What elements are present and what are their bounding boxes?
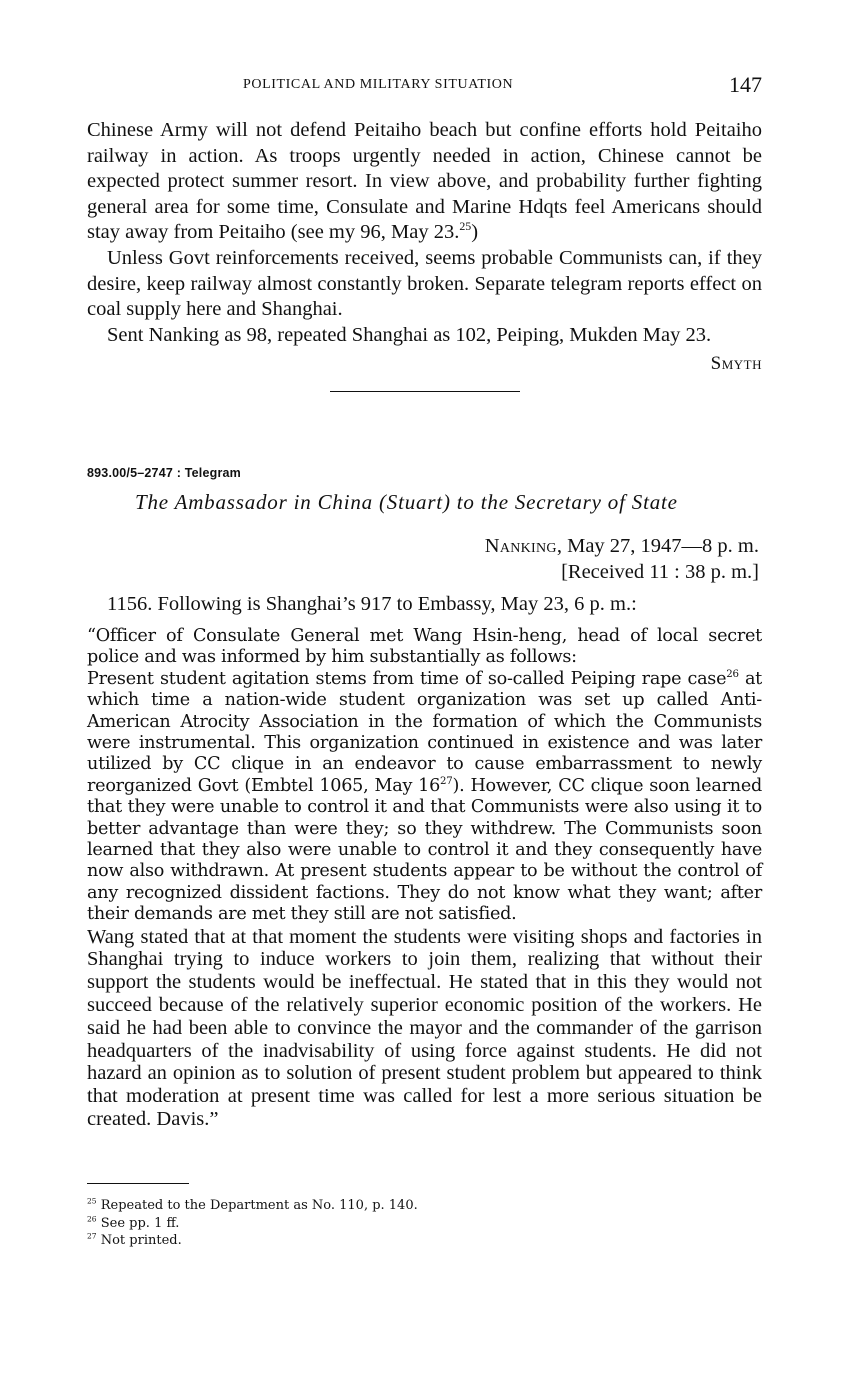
paragraph-text: ). However, CC clique soon learned that they were unable to control it and that Communists were also using it to better advantage than were they; so they withdrew. The Communists soon learned that they also were unable to control it and they consequently have now also withdrawn. At present students appear to be without the control of any recognized dissident factions. They do not know what they want; after their demands are met they still are not satisfied. xyxy=(87,775,762,925)
footnote-divider xyxy=(87,1183,189,1184)
dateline xyxy=(485,534,759,585)
footnote xyxy=(87,1215,418,1233)
date: , May 27, 1947—8 p. m. xyxy=(556,535,759,557)
footnote-ref: 27 xyxy=(440,775,453,787)
file-reference: 893.00/5–2747 : Telegram xyxy=(87,466,241,480)
received-time: [Received 11 : 38 p. m.] xyxy=(561,560,759,583)
footnote-text: Repeated to the Department as No. 110, p. 140. xyxy=(100,1198,418,1213)
footnote-number: 25 xyxy=(87,1196,97,1206)
paragraph: Sent Nanking as 98, repeated Shanghai as 102, Peiping, Mukden May 23. xyxy=(107,323,712,346)
paragraph xyxy=(87,118,762,246)
footnote-ref: 26 xyxy=(726,668,739,680)
message-paragraph: “Officer of Consulate General met Wang Hsin-heng, head of local secret police and was informed by him substantially as follows: xyxy=(87,626,762,668)
paragraph-text: ) xyxy=(471,221,479,244)
footnote-number: 26 xyxy=(87,1214,97,1224)
running-title: POLITICAL AND MILITARY SITUATION xyxy=(243,77,514,92)
footnote-text: See pp. 1 ff. xyxy=(100,1215,180,1231)
message-paragraph: Wang stated that at that moment the students were visiting shops and factories in Shanghai trying to induce workers to join them, realizing that without their support the students would be ineffectual. He stated that in this they would not succeed because of the relatively superior economic position of the workers. He said he had been able to convince the mayor and the commander of the garrison headquarters of the inadvisability of using force against students. He did not hazard an opinion as to solution of present student problem but appeared to think that moderation at present time was called for lest a more serious situation be created. Davis.” xyxy=(87,925,762,1131)
paragraph-text: Present student agitation stems from time of so-called Peiping rape case xyxy=(87,668,727,689)
page-number: 147 xyxy=(729,72,762,97)
quoted-message xyxy=(87,626,762,1131)
document-title: The Ambassador in China (Stuart) to the Secretary of State xyxy=(135,490,678,514)
place: Nanking xyxy=(484,535,557,557)
footnotes xyxy=(87,1197,418,1250)
footnote-ref: 25 xyxy=(459,219,472,234)
footnote-text: Not printed. xyxy=(100,1233,182,1248)
paragraph: Unless Govt reinforcements received, seems probable Communists can, if they desire, keep railway almost constantly broken. Separate telegram reports effect on coal supply here and Shanghai. xyxy=(87,246,762,321)
intro xyxy=(87,592,762,618)
paragraph-text: Chinese Army will not defend Peitaiho beach but confine efforts hold Peitaiho railway in action. As troops urgently needed in action, Chinese cannot be expected protect summer resort. In view above, and probability further fighting general area for some time, Consulate and Marine Hdqts feel Americans should stay away from Peitaiho (see my 96, May 23. xyxy=(87,119,762,244)
intro-text: 1156. Following is Shanghai’s 917 to Embassy, May 23, 6 p. m.: xyxy=(107,593,637,615)
footnote xyxy=(87,1232,418,1250)
footnote xyxy=(87,1197,418,1215)
footnote-number: 27 xyxy=(87,1231,97,1241)
continued-telegram xyxy=(87,118,762,392)
section-divider xyxy=(330,391,520,392)
paragraph-text: at which time a nation-wide student organization was set up called Anti-American Atrocity Association in the formation of which the Communists were instrumental. This organization continued in existence and was later utilized by CC clique in an endeavor to cause embarrassment to newly reorganized Govt (Embtel 1065, May 16 xyxy=(87,668,763,796)
running-head xyxy=(87,72,762,102)
message-paragraph xyxy=(87,669,762,926)
signature: Smyth xyxy=(710,353,762,375)
